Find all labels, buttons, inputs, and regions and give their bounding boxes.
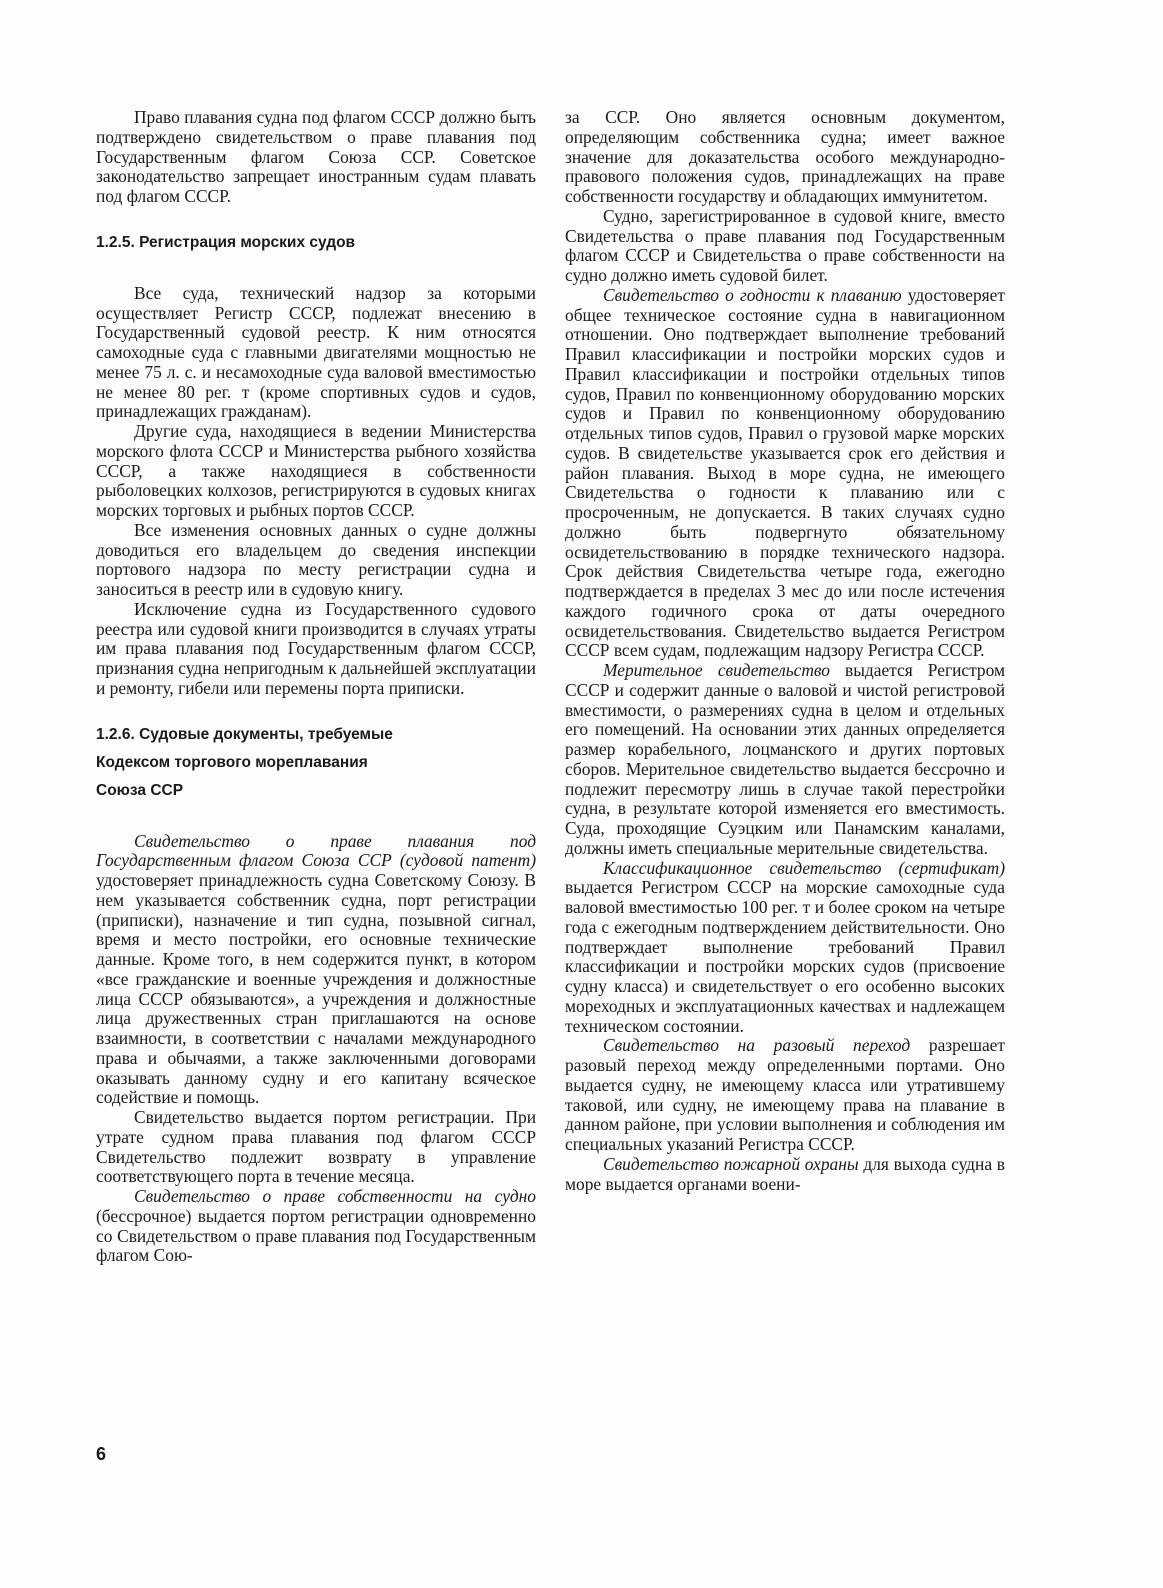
paragraph-fire-safety — [565, 1155, 1005, 1195]
paragraph-single-voyage — [565, 1036, 1005, 1155]
paragraph-exclusion: Исключение судна из Государственного судового реестра или судовой книги производится в случаях утраты им права плавания под Государственным флагом СССР, признания судна непригодным к дальнейшей эксплуатации и ремонту, гибели или перемены порта приписки. — [96, 598, 536, 698]
paragraph-classification — [565, 859, 1005, 1037]
term-classification-certificate: Классификационное свидетельство (сертификат) — [603, 857, 1005, 878]
paragraph-ownership-continued: за ССР. Оно является основным документом, определяющим собственника судна; имеет важное значение для доказательства особого международно-правового положения судов, принадлежащих на праве собственности государству и обладающих иммунитетом. — [565, 107, 1005, 206]
left-column — [96, 108, 536, 1266]
paragraph-patent-issue: Свидетельство выдается портом регистрации. При утрате судном права плавания под флагом СССР Свидетельство подлежит возврату в управление соответствующего порта в течение месяца. — [96, 1107, 536, 1187]
paragraph-fire-safety-text: для выхода судна в море выдается органами воени- — [565, 1153, 1005, 1194]
page-number: 6 — [96, 1444, 107, 1464]
paragraph-seaworthiness — [565, 286, 1005, 661]
paragraph-data-changes: Все изменения основных данных о судне должны доводиться его владельцем до сведения инспекции портового надзора по месту регистрации судна и заноситься в реестр или в судовую книгу. — [96, 519, 536, 599]
paragraph-flag-right: Право плавания судна под флагом СССР должно быть подтверждено свидетельством о праве плавания под Государственным флагом Союза ССР. Советское законодательство запрещает иностранным судам плавать под флагом СССР. — [96, 107, 536, 206]
term-single-voyage-certificate: Свидетельство на разовый переход — [603, 1035, 911, 1056]
paragraph-tonnage — [565, 661, 1005, 859]
paragraph-registration: Все суда, технический надзор за которыми осуществляет Регистр СССР, подлежат внесению в Государственный судовой реестр. К ним относятся самоходные суда с главными двигателями мощностью не менее 75 л. с. и несамоходные суда валовой вместимостью не менее 80 рег. т (кроме спортивных судов и судов, принадлежащих гражданам). — [96, 282, 536, 422]
paragraph-tonnage-text: выдается Регистром СССР и содержит данные о валовой и чистой регистровой вместимости, о размерениях судна в целом и отдельных его помещений. На основании этих данных определяется размер корабельного, лоцманского и других портовых сборов. Мерительное свидетельство выдается бессрочно и подлежит пересмотру лишь в случае такой перестройки судна, в результате которой изменяется его вместимость. Суда, проходящие Суэцким или Панамским каналами, должны иметь специальные мерительные свидетельства. — [565, 660, 1005, 858]
section-heading-1-2-6-line1: 1.2.6. Судовые документы, требуемые — [96, 725, 393, 743]
paragraph-ship-patent-text: удостоверяет принадлежность судна Советскому Союзу. В нем указывается собственник судна, порт регистрации (приписки), назначение и тип судна, позывной сигнал, время и место постройки, его основные технические данные. Кроме того, в нем содержится пункт, в котором «все гражданские и военные учреждения и должностные лица СССР обязываются», а учреждения и должностные лица дружественных стран приглашаются на основе взаимности, в соответствии с началами международного права и обычаями, а также заключенными договорами оказывать данному судну и его капитану всяческое содействие и помощь. — [96, 870, 536, 1108]
paragraph-other-vessels: Другие суда, находящиеся в ведении Министерства морского флота СССР и Министерства рыбного хозяйства СССР, а также находящиеся в собственности рыболовецких колхозов, регистрируются в судовых книгах морских торговых и рыбных портов СССР. — [96, 421, 536, 520]
section-heading-1-2-6 — [96, 721, 536, 805]
term-seaworthiness-certificate: Свидетельство о годности к плаванию — [603, 284, 902, 305]
paragraph-classification-text: выдается Регистром СССР на морские самоходные суда валовой вместимостью 100 рег. т и более сроком на четыре года с ежегодным подтверждением действительности. Оно подтверждает выполнение требований Правил классификации и постройки морских судов (присвоение судну класса) и свидетельствует о его особенно высоких мореходных и эксплуатационных качествах и надлежащем техническом состоянии. — [565, 877, 1005, 1036]
term-ship-patent: Свидетельство о праве плавания под Государственным флагом Союза ССР (судовой патент) — [96, 830, 536, 871]
section-heading-1-2-5: 1.2.5. Регистрация морских судов — [96, 233, 356, 251]
term-tonnage-certificate: Мерительное свидетельство — [603, 660, 830, 680]
paragraph-ship-ticket: Судно, зарегистрированное в судовой книге, вместо Свидетельства о праве плавания под Государственным флагом СССР и Свидетельства о праве собственности на судно должно иметь судовой билет. — [565, 205, 1005, 285]
paragraph-ship-patent — [96, 832, 536, 1109]
paragraph-seaworthiness-text: удостоверяет общее техническое состояние судна в навигационном отношении. Оно подтверждает выполнение требований Правил классификации и постройки морских судов и Правил классификации и постройки отдельных типов судов, Правил по конвенционному оборудованию морских судов и Правил по конвенционному оборудованию отдельных типов судов, Правил о грузовой марке морских судов. В свидетельстве указывается срок его действия и район плавания. Выход в море судна, не имеющего Свидетельства о годности к плаванию или с просроченным, не допускается. В таких случаях судно должно быть подвергнуто обязательному освидетельствованию в порядке технического надзора. Срок действия Свидетельства четыре года, ежегодно подтверждается в пределах 3 мес до или после истечения каждого годичного срока от даты очередного освидетельствования. Свидетельство выдается Регистром СССР всем судам, подлежащим надзору Регистра СССР. — [565, 284, 1005, 661]
section-heading-1-2-6-line3: Союза ССР — [96, 781, 184, 799]
right-column — [565, 108, 1005, 1194]
section-heading-1-2-6-line2: Кодексом торгового мореплавания — [96, 753, 368, 771]
paragraph-single-voyage-text: разрешает разовый переход между определенными портами. Оно выдается судну, не имеющему класса или утратившему таковой, или судну, не имеющему права на плавание в данном районе, при условии выполнения и соблюдения им специальных указаний Регистра СССР. — [565, 1035, 1006, 1154]
paragraph-ownership-text: (бессрочное) выдается портом регистрации одновременно со Свидетельством о праве плавания под Государственным флагом Сою- — [96, 1205, 536, 1266]
term-fire-safety-certificate: Свидетельство пожарной охраны — [603, 1153, 859, 1174]
term-ownership-certificate: Свидетельство о праве собственности на судно — [134, 1186, 536, 1206]
paragraph-ownership — [96, 1187, 536, 1266]
